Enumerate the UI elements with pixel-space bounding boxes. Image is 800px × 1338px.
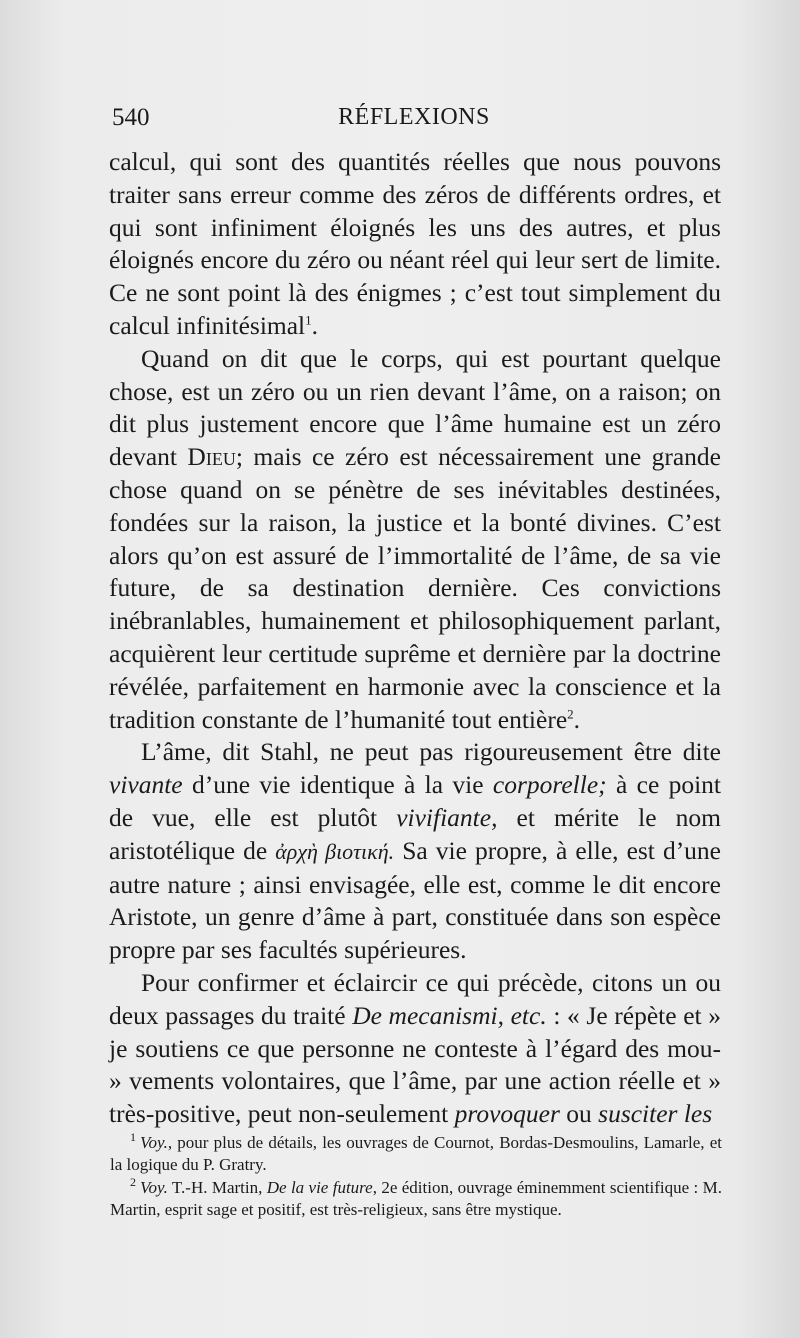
text-run: Quand on dit que le corps, qui est pourtant quelque chose, est un zéro ou un rien devant l’âme, on a raison; on dit plus justement encore que l’âme humaine est un zéro devant [109, 343, 721, 472]
text-run: d’une vie identique à la vie [182, 770, 493, 800]
text-run: Sa vie propre, à elle, est d’une autre nature ; ainsi envisagée, elle est, comme le dit encore Aristote, un genre d’âme à part, constituée dans son espèce propre par ses facultés supérieures. [109, 835, 722, 965]
paragraph [109, 343, 721, 737]
italic-run: corporelle; [492, 770, 607, 800]
footnote-number: 2 [130, 1175, 136, 1190]
text-run: ; mais ce zéro est nécessairement une grande chose quand on se pénètre de ses inévitables destinées, fondées sur la raison, la justice et la bonté divines. C’est alors qu’on est assuré de l’immortalité de l’âme, de sa vie future, de sa destination dernière. Ces convictions inébranlables, humainement et philosophiquement parlant, acquièrent leur certitude suprême et dernière par la doctrine révélée, parfaitement en harmonie avec la conscience et la tradition constante de l’humanité tout entière [109, 442, 721, 734]
italic-run: susciter les [598, 1099, 713, 1129]
footnotes [110, 1132, 722, 1222]
italic-run: De mecanismi, etc. [352, 1000, 547, 1030]
footnote-ref: 1 [305, 312, 312, 328]
italic-run: Voy. [140, 1178, 168, 1197]
text-run: L’âme, dit Stahl, ne peut pas rigoureusement être dite [141, 737, 721, 767]
italic-run: vivante [109, 770, 183, 800]
small-caps-run: Dieu [187, 442, 236, 472]
greek-run: ἀρχὴ βιοτική. [275, 838, 395, 864]
page-header [112, 104, 716, 138]
text-run: T.-H. Martin, [167, 1178, 267, 1197]
italic-run: vivifiante, [396, 802, 498, 832]
text-run: calcul, qui sont des quantités réelles que nous pouvons traiter sans erreur comme des zéros de différents ordres, et qui sont infiniment éloignés les uns des autres, et plus éloignés encore du zéro ou néant réel qui leur sert de limite. Ce ne sont point là des énigmes ; c’est tout simplement du calcul infinitésimal [109, 147, 721, 340]
italic-run: Voy. [140, 1133, 168, 1152]
text-run: : « Je répète et » je soutiens ce que personne ne conteste à l’égard des mou- » vements volontaires, que l’âme, par une action réelle et » très-positive, peut non-seulement [109, 1000, 721, 1129]
paragraph [109, 146, 721, 343]
text-run: à ce point de vue, elle est plutôt [109, 770, 722, 832]
text-run: et mérite le nom aristotélique de [109, 802, 721, 865]
body-text [109, 146, 721, 1131]
footnote [110, 1177, 722, 1221]
footnote-ref: 2 [567, 706, 574, 722]
italic-run: De la vie future [266, 1178, 373, 1197]
text-run: Pour confirmer et éclaircir ce qui précède, citons un ou deux passages du traité [109, 967, 721, 1030]
italic-run: provoquer [454, 1099, 560, 1129]
footnote-number: 1 [130, 1130, 136, 1145]
running-head: RÉFLEXIONS [338, 104, 490, 130]
text-run: . [573, 704, 581, 734]
page-number: 540 [112, 104, 150, 131]
footnote [110, 1132, 722, 1176]
text-run: . [311, 310, 319, 340]
text-run: , pour plus de détails, les ouvrages de Cournot, Bordas-Desmoulins, Lamarle, et la logique du P. Gratry. [110, 1133, 722, 1174]
paragraph [109, 967, 721, 1131]
paragraph [109, 736, 721, 967]
text-run: , 2e édition, ouvrage éminemment scientifique : M. Martin, esprit sage et positif, est très-religieux, sans être mystique. [110, 1178, 722, 1219]
text-run: ou [559, 1099, 599, 1129]
